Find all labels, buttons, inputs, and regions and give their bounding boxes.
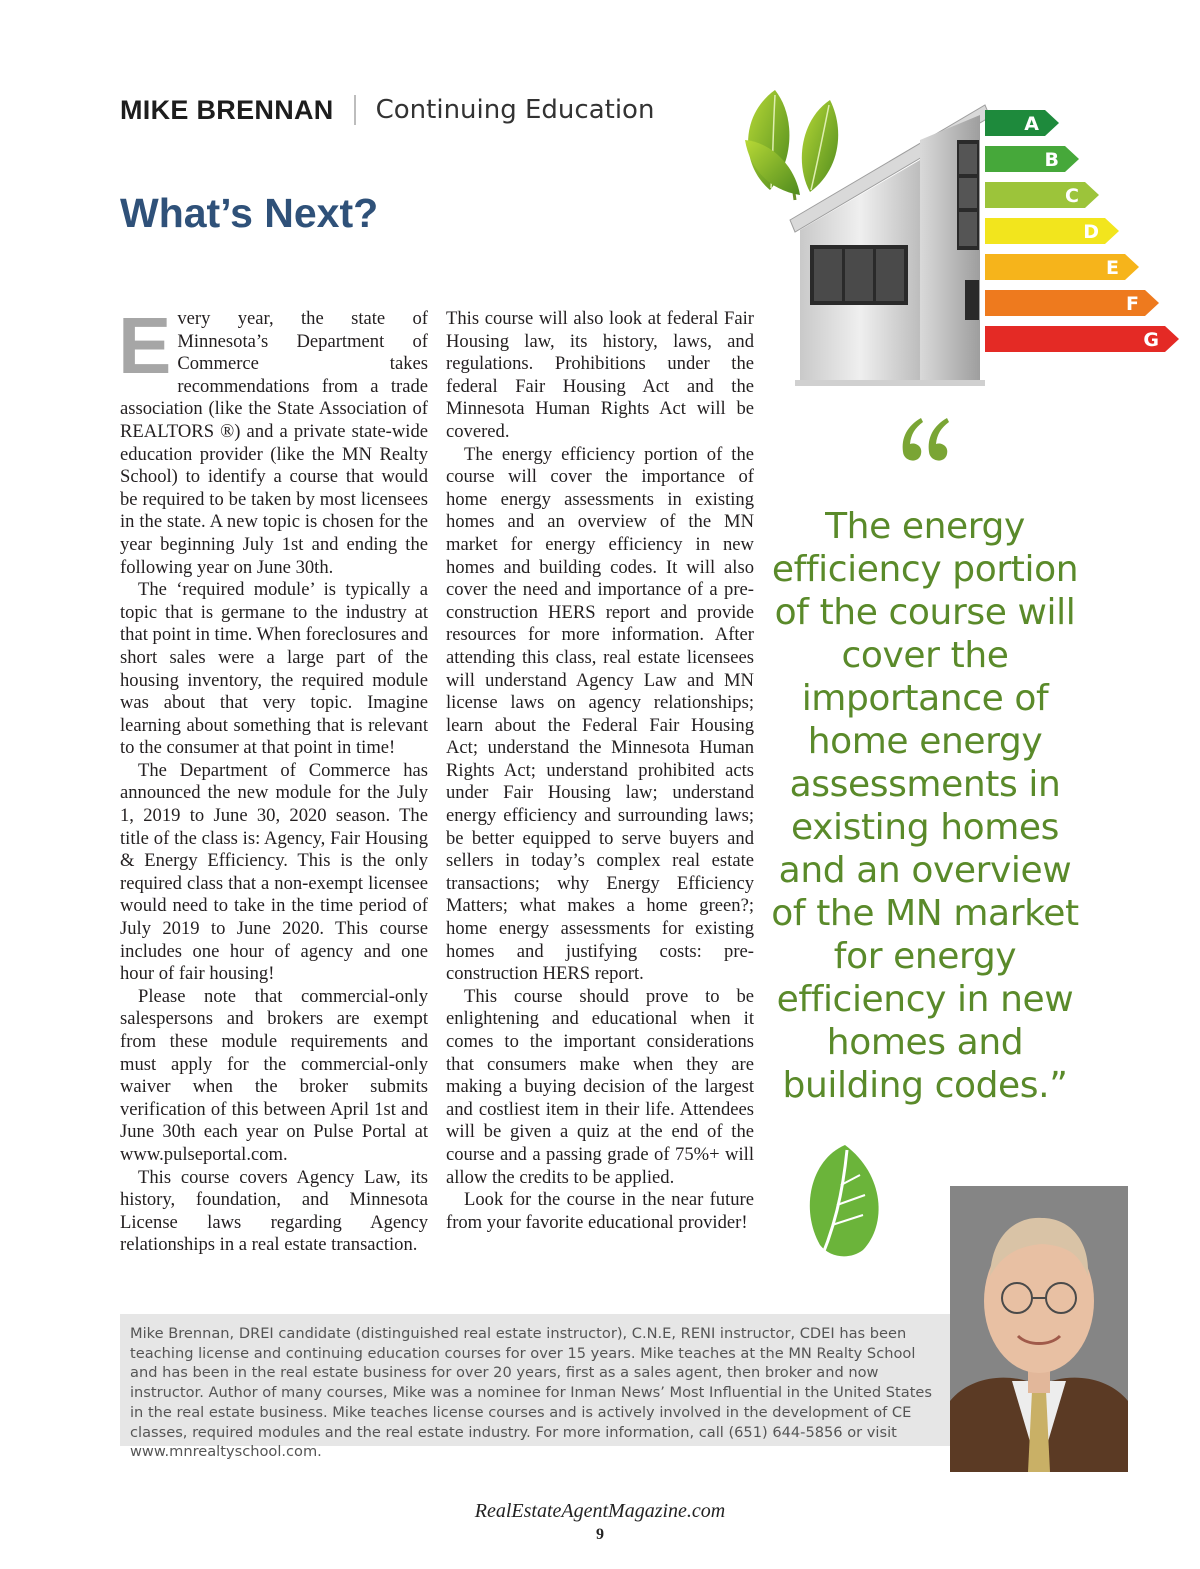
page-header	[120, 90, 654, 130]
author-photo	[950, 1186, 1128, 1472]
energy-rating-scale	[985, 110, 1179, 352]
paragraph: Look for the course in the near future from your favorite educational provider!	[446, 1189, 754, 1233]
paragraph: This course will also look at federal Fair Housing law, its history, laws, and regulations. Prohibitions under the federal Fair Housing Act and the Minnesota Human Rights Act will be covered.	[446, 308, 754, 442]
rating-label-e: E	[1106, 257, 1119, 279]
article-column-1	[118, 301, 428, 1257]
rating-bar-b	[985, 146, 1079, 172]
paragraph: The energy efficiency portion of the course will cover the importance of home energy assessments in existing homes and an overview of the MN market for energy efficiency in new homes and building codes. It will also cover the need and importance of a pre-construction HERS report and provide resources for more information. After attending this class, real estate licensees will understand Agency Law and MN license laws on agency relationships; learn about the Federal Fair Housing Act; understand the Minnesota Human Rights Act; understand prohibited acts under Fair Housing law; understand energy efficiency and surrounding laws; be better equipped to serve buyers and sellers in today’s complex real estate transactions; why Energy Efficiency Matters; what makes a home green?; home energy assessments for existing homes and justifying costs: pre-construction HERS report.	[446, 443, 754, 985]
footer-website: RealEstateAgentMagazine.com	[474, 1500, 726, 1522]
rating-label-a: A	[1024, 113, 1039, 135]
section-name: Continuing Education	[375, 95, 655, 125]
rating-label-g: G	[1143, 329, 1159, 351]
author-name: MIKE BRENNAN	[120, 94, 334, 125]
paragraph: This course should prove to be enlightening and educational when it comes to the important considerations that consumers make when they are making a buying decision of the largest and costliest item in their life. Attendees will be given a quiz at the end of the course and a passing grade of 75%+ will allow the credits to be applied.	[446, 985, 754, 1188]
page-number: 9	[596, 1526, 604, 1543]
article-column-2	[446, 308, 754, 1234]
header-divider	[354, 95, 356, 125]
paragraph: This course covers Agency Law, its history, foundation, and Minnesota License laws regarding Agency relationships in a real estate transaction.	[120, 1166, 428, 1256]
rating-label-f: F	[1126, 293, 1139, 315]
rating-label-b: B	[1044, 149, 1059, 171]
energy-house-illustration	[735, 80, 1180, 410]
plant-icon	[745, 90, 838, 200]
drop-cap: E	[118, 301, 172, 390]
paragraph: The Department of Commerce has announced the new module for the July 1, 2019 to June 30, 2020 season. The title of the class is: Agency, Fair Housing & Energy Efficiency. This is the only required class that a non-exempt licensee would need to take in the time period of July 2019 to June 2020. This course includes one hour of agency and one hour of fair housing!	[120, 759, 428, 985]
rating-bar-c	[985, 182, 1099, 208]
rating-label-c: C	[1065, 185, 1079, 207]
author-bio: Mike Brennan, DREI candidate (distinguished real estate instructor), C.N.E, RENI instructor, CDEI has been teaching license and continuing education courses for over 15 years. Mike teaches at the MN Realty School and has been in the real estate business for over 20 years, first as a sales agent, then broker and now instructor. Author of many courses, Mike was a nominee for Inman News’ Most Influential in the United States in the real estate business. Mike teaches license courses and is actively involved in the development of CE classes, required modules and the real estate industry. For more information, call (651) 644-5856 or visit www.mnrealtyschool.com.	[120, 1314, 950, 1446]
pull-quote: The energy efficiency portion of the course will cover the importance of home energy assessments in existing homes and an overview of the MN market for energy efficiency in new homes and building codes.”	[771, 506, 1079, 1106]
rating-bar-a	[985, 110, 1059, 136]
paragraph-text: very year, the state of Minnesota’s Department of Commerce takes recommendations from a trade association (like the State Association of REALTORS ®) and a private state-wide education provider (like the MN Realty School) to identify a course that would be required to be taken by most licensees in the state. A new topic is chosen for the year beginning July 1st and ending the following year on June 30th.	[120, 308, 428, 578]
paragraph	[118, 301, 428, 579]
paragraph: Please note that commercial-only salespersons and brokers are exempt from these module requirements and must apply for the commercial-only waiver when the broker submits verification of this between April 1st and June 30th each year on Pulse Portal at www.pulseportal.com.	[120, 985, 428, 1165]
paragraph: The ‘required module’ is typically a topic that is germane to the industry at that point in time. When foreclosures and short sales were a large part of the housing inventory, the required module was about that very topic. Imagine learning about something that is relevant to the consumer at that point in time!	[120, 579, 428, 759]
rating-label-d: D	[1083, 221, 1099, 243]
quote-mark-icon	[895, 410, 955, 480]
article-title: What’s Next?	[120, 190, 379, 236]
leaf-icon	[795, 1140, 895, 1275]
